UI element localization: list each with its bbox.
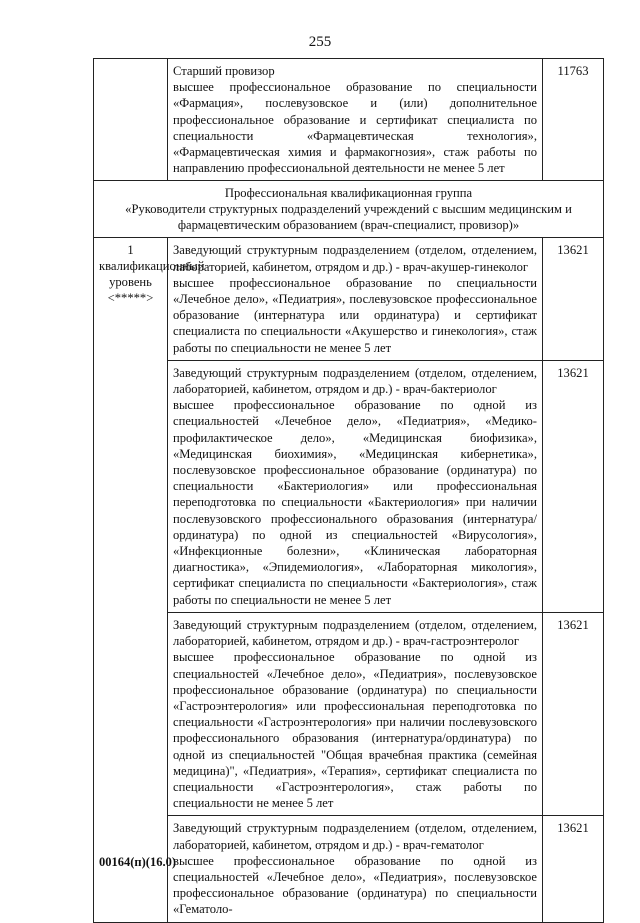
qualification-level-cell xyxy=(94,238,205,922)
position-description: Заведующий структурным подразделением (отделом, отделением, лабораторией, кабинетом, отрядом и др.) - врач-гастроэнтеролог высшее профессиональное образование по одной из специальностей «Лечебное дело», «Педиатрия», послевузовское профессиональное образование (ординатура) по специальности «Гастроэнтерология» или профессиональная переподготовка по специальности «Гастроэнтерология» при наличии послевузовского профессионального образования (интернатура/ординатура) по одной из специальностей "Общая врачебная практика (семейная медицина)", «Педиатрия», «Терапия», сертификат специалиста по специальности «Гастроэнтерология», стаж работы по специальности не менее 5 лет xyxy=(173,617,537,811)
salary-cell xyxy=(543,816,604,922)
salary-cell xyxy=(543,238,604,360)
position-description: Заведующий структурным подразделением (отделом, отделением, лабораторией, кабинетом, отрядом и др.) - врач-гематолог высшее профессиональное образование по одной из специальностей «Лечебное дело», «Педиатрия», послевузовское профессиональное образование (ординатура) по специальности «Гематоло- xyxy=(173,821,537,917)
table-row xyxy=(94,612,604,815)
salary-cell xyxy=(543,360,604,612)
table-row xyxy=(94,238,604,360)
salary-value: 13621 xyxy=(557,243,589,258)
position-cell xyxy=(168,238,543,360)
position-cell xyxy=(168,816,543,922)
level-cell xyxy=(94,59,168,181)
qualification-level-text: 1 квалификационный уровень <*****> xyxy=(99,243,205,306)
position-cell xyxy=(168,59,543,181)
salary-value: 11763 xyxy=(557,64,589,78)
position-description: Заведующий структурным подразделением (отделом, отделением, лабораторией, кабинетом, отрядом и др.) - врач-бактериолог высшее профессиональное образование по одной из специальностей «Лечебное дело», «Педиатрия», «Медико-профилактическое дело», «Медицинская биофизика», «Медицинская биохимия», «Медицинская кибернетика», послевузовское профессиональное образование (ординатура) по специальности «Бактериология» или профессиональная переподготовка по специальности «Бактериология» при наличии послевузовского профессионального образования (интернатура/ординатура) по одной из специальностей «Вирусология», «Инфекционные болезни», «Клиническая лабораторная диагностика», «Эпидемиология», «Лабораторная микология», сертификат специалиста по специальности «Бактериология», стаж работы по специальности не менее 5 лет xyxy=(173,365,537,607)
table-row xyxy=(94,360,604,612)
salary-value: 13621 xyxy=(557,617,589,632)
position-cell xyxy=(168,612,543,815)
position-description: Заведующий структурным подразделением (отделом, отделением, лабораторией, кабинетом, отрядом и др.) - врач-акушер-гинеколог высшее профессиональное образование по специальности «Лечебное дело», «Педиатрия», послевузовское профессиональное образование (интернатура или ординатура) и сертификат специалиста по специальности «Акушерство и гинекология», стаж работы по специальности не менее 5 лет xyxy=(173,243,537,355)
position-description: Старший провизор высшее профессиональное образование по специальности «Фармация», послевузовское и (или) дополнительное профессиональное образование и сертификат специалиста по специальности «Фармацевтическая технология», «Фармацевтическая химия и фармакогнозия», стаж работы по направлению профессиональной деятельности не менее 5 лет xyxy=(173,64,537,176)
document-code: 00164(п)(16.0) xyxy=(99,855,176,869)
salary-value: 13621 xyxy=(557,821,589,836)
salary-value: 13621 xyxy=(557,365,589,380)
group-header-row xyxy=(94,181,604,238)
position-cell xyxy=(168,360,543,612)
page-number: 255 xyxy=(308,34,332,50)
group-header-text: Профессиональная квалификационная группа «Руководители структурных подразделений учреждений с высшим медицинским и фармацевтическим образованием (врач-специалист, провизор)» xyxy=(125,186,572,233)
salary-cell xyxy=(543,59,604,181)
salary-cell xyxy=(543,612,604,815)
qualification-table xyxy=(93,58,604,923)
group-header-cell xyxy=(94,181,604,238)
table-row xyxy=(94,59,604,181)
